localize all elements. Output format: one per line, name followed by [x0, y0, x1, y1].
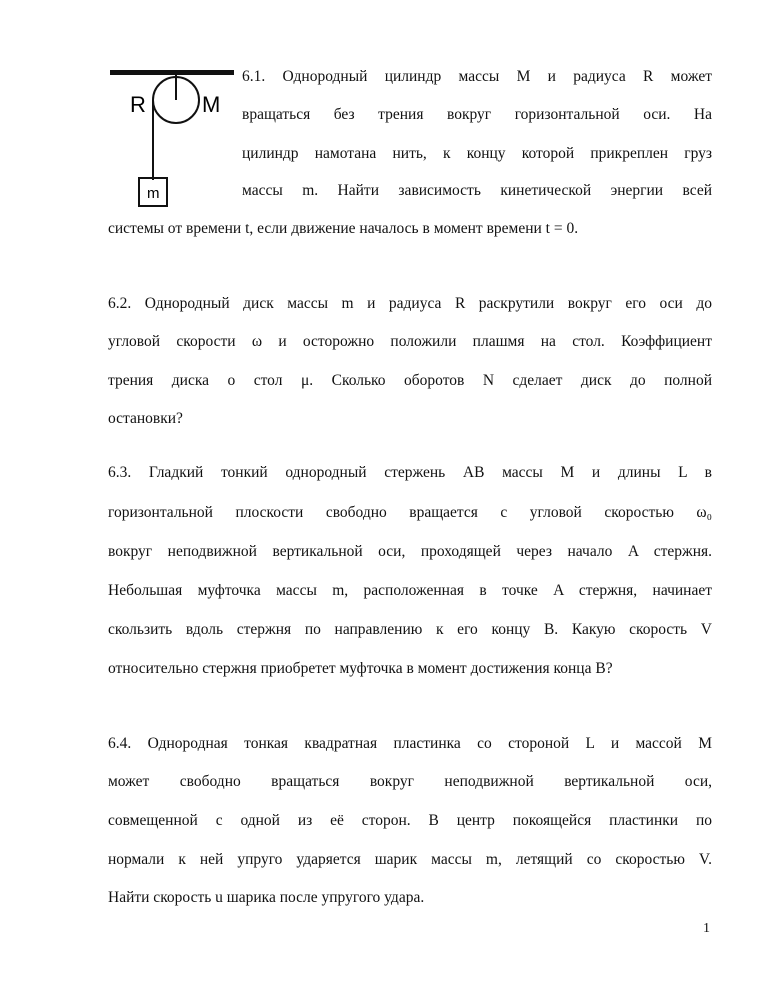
problem-6-1-line-1: 6.1. Однородный цилиндр массы M и радиуса R может: [242, 68, 712, 85]
problem-6-4-line-2: может свободно вращаться вокруг неподвижной вертикальной оси,: [108, 773, 712, 790]
problem-6-3-line-1: 6.3. Гладкий тонкий однородный стержень AB массы M и длины L в: [108, 464, 712, 481]
pulley-figure: [104, 60, 236, 220]
problem-6-3-line-3: вокруг неподвижной вертикальной оси, проходящей через начало A стержня.: [108, 543, 712, 560]
problem-6-1-line-5: системы от времени t, если движение началось в момент времени t = 0.: [108, 220, 579, 237]
problem-6-2-line-2: угловой скорости ω и осторожно положили плашмя на стол. Коэффициент: [108, 333, 712, 350]
problem-6-4-line-3: совмещенной с одной из её сторон. В центр покоящейся пластинки по: [108, 812, 712, 829]
problem-6-2-line-1: 6.2. Однородный диск массы m и радиуса R раскрутили вокруг его оси до: [108, 295, 712, 312]
problem-6-1-line-3: цилиндр намотана нить, к концу которой прикреплен груз: [242, 145, 712, 162]
problem-6-4-line-1: 6.4. Однородная тонкая квадратная пластинка со стороной L и массой M: [108, 735, 712, 752]
problem-6-3-line-5: скользить вдоль стержня по направлению к его концу B. Какую скорость V: [108, 621, 712, 638]
problem-6-4-line-4: нормали к ней упруго ударяется шарик массы m, летящий со скоростью V.: [108, 851, 712, 868]
page-number: 1: [703, 921, 710, 936]
label-M: M: [202, 92, 221, 117]
label-m: m: [147, 185, 160, 202]
problem-6-3-line-2: горизонтальной плоскости свободно вращается с угловой скоростью ω₀: [108, 504, 712, 521]
problem-6-3-line-6: относительно стержня приобретет муфточка в момент достижения конца B?: [108, 660, 613, 677]
label-R: R: [130, 92, 146, 117]
problem-6-1-line-2: вращаться без трения вокруг горизонтальной оси. На: [242, 106, 712, 123]
problem-6-4-line-5: Найти скорость u шарика после упругого удара.: [108, 889, 425, 906]
problem-6-2-line-4: остановки?: [108, 410, 183, 427]
pulley-diagram: [104, 60, 236, 220]
problem-6-3-line-4: Небольшая муфточка массы m, расположенная в точке A стержня, начинает: [108, 582, 712, 599]
problem-6-2-line-3: трения диска о стол μ. Сколько оборотов N сделает диск до полной: [108, 372, 712, 389]
ceiling-bar: [110, 70, 234, 75]
problem-6-1-line-4: массы m. Найти зависимость кинетической энергии всей: [242, 182, 712, 199]
